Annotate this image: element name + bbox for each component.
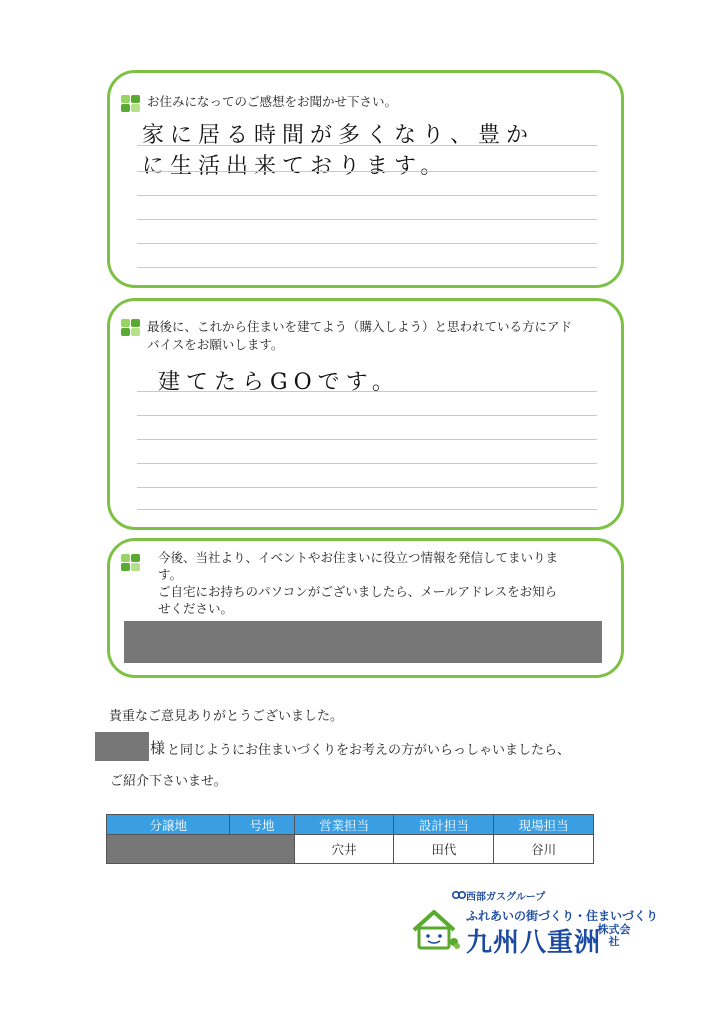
header-design-staff: 設計担当 <box>394 815 494 835</box>
group-logo-icon <box>452 889 466 901</box>
survey-card-advice <box>107 298 624 530</box>
answer-rule <box>137 267 597 268</box>
sales-staff-name: 穴井 <box>294 835 394 864</box>
company-name: 九州八重洲 <box>466 928 602 958</box>
redacted-email-field <box>124 621 602 663</box>
answer-rule <box>137 219 597 220</box>
answer-rule <box>137 439 597 440</box>
referral-text: と同じようにお住まいづくりをお考えの方がいらっしゃいましたら、 <box>167 743 571 758</box>
leaf-bullet-icon <box>121 554 141 572</box>
question-advice-line2: バイスをお願いします。 <box>147 337 284 352</box>
handwritten-answer-line1: 家に居る時間が多くなり、豊か <box>142 123 535 148</box>
answer-rule <box>137 391 597 392</box>
notice-line4: せください。 <box>158 601 234 616</box>
company-slogan: ふれあいの街づくり・住まいづくり <box>466 909 659 923</box>
handwritten-answer: 建てたらGOです。 <box>158 370 400 395</box>
house-logo-icon <box>410 908 460 952</box>
question-impressions: お住みになってのご感想をお聞かせ下さい。 <box>147 94 398 109</box>
answer-rule <box>137 463 597 464</box>
staff-table <box>106 814 594 864</box>
notice-line1: 今後、当社より、イベントやお住まいに役立つ情報を発信してまいりま <box>158 550 559 565</box>
survey-card-email <box>107 538 624 678</box>
introduce-text: ご紹介下さいませ。 <box>110 774 227 789</box>
header-site-staff: 現場担当 <box>494 815 594 835</box>
thanks-text: 貴重なご意見ありがとうございました。 <box>109 709 344 724</box>
notice-line3: ご自宅にお持ちのパソコンがございましたら、メールアドレスをお知ら <box>158 584 558 599</box>
header-subdivision: 分譲地 <box>107 815 230 835</box>
sama-honorific: 様 <box>150 739 166 757</box>
answer-rule <box>137 487 597 488</box>
group-name: 西部ガスグループ <box>466 892 546 903</box>
design-staff-name: 田代 <box>394 835 494 864</box>
table-header-row <box>107 815 594 835</box>
leaf-bullet-icon <box>121 319 141 337</box>
answer-rule <box>137 509 597 510</box>
site-staff-name: 谷川 <box>494 835 594 864</box>
company-suffix: 株式会社 <box>597 923 631 948</box>
answer-rule <box>137 243 597 244</box>
answer-rule <box>137 145 597 146</box>
survey-card-impressions <box>107 70 624 288</box>
header-sales-staff: 営業担当 <box>294 815 394 835</box>
header-lot-number: 号地 <box>230 815 294 835</box>
table-row <box>107 835 594 864</box>
answer-rule <box>137 171 597 172</box>
redacted-customer-name <box>95 732 149 761</box>
answer-rule <box>137 195 597 196</box>
redacted-lot-cell <box>107 835 295 864</box>
answer-rule <box>137 415 597 416</box>
handwritten-answer-line2: に生活出来ております。 <box>142 154 449 179</box>
notice-line2: す。 <box>158 567 183 582</box>
question-advice-line1: 最後に、これから住まいを建てよう（購入しよう）と思われている方にアド <box>147 319 573 334</box>
leaf-bullet-icon <box>121 95 141 113</box>
